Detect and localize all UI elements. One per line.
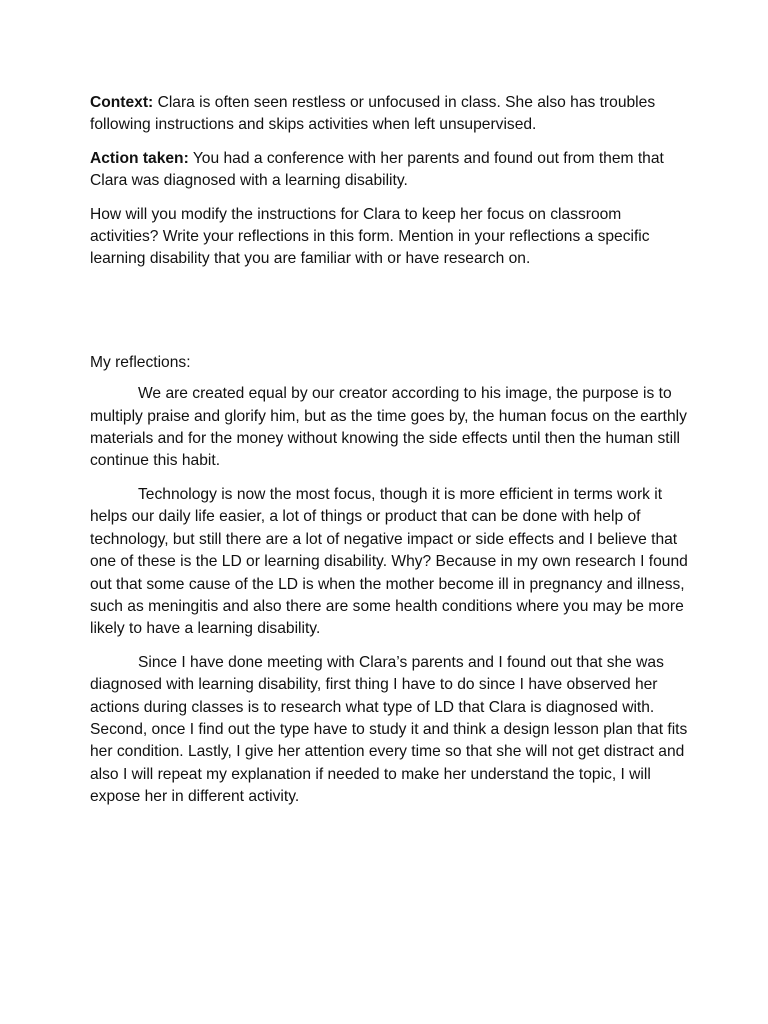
- reflection-paragraph-3: Since I have done meeting with Clara’s parents and I found out that she was diagnosed with learning disability, first thing I have to do since I have observed her actions during classes is to research what type of LD that Clara is diagnosed with. Second, once I find out the type have to study it and think a design lesson plan that fits her condition. Lastly, I give her attention every time so that she will not get distract and also I will repeat my explanation if needed to make her understand the topic, I will expose her in different activity.: [90, 653, 688, 806]
- spacer: [90, 282, 690, 352]
- action-paragraph: [90, 148, 690, 193]
- context-text: Clara is often seen restless or unfocused in class. She also has troubles following instructions and skips activities when left unsupervised.: [90, 94, 656, 134]
- prompt-paragraph: How will you modify the instructions for Clara to keep her focus on classroom activities? Write your reflections in this form. Mention in your reflections a specific learning disability that you are familiar with or have research on.: [90, 205, 650, 268]
- document-page: [90, 92, 690, 820]
- context-label: Context:: [90, 94, 154, 111]
- action-label: Action taken:: [90, 149, 189, 167]
- context-paragraph: [90, 92, 690, 137]
- action-text: You had a conference with her parents and found out from them that Clara was diagnosed with a learning disability.: [90, 149, 664, 190]
- reflections-heading: My reflections:: [90, 353, 191, 371]
- reflection-paragraph-1: We are created equal by our creator according to his image, the purpose is to multiply praise and glorify him, but as the time goes by, the human focus on the earthly materials and for the money without knowing the side effects until then the human still continue this habit.: [90, 385, 687, 470]
- reflection-paragraph-2: Technology is now the most focus, though it is more efficient in terms work it helps our daily life easier, a lot of things or product that can be done with help of technology, but still there are a lot of negative impact or side effects and I believe that one of these is the LD or learning disability. Why? Because in my own research I found out that some cause of the LD is when the mother become ill in pregnancy and illness, such as meningitis and also there are some health conditions where you may be more likely to have a learning disability.: [90, 485, 688, 638]
